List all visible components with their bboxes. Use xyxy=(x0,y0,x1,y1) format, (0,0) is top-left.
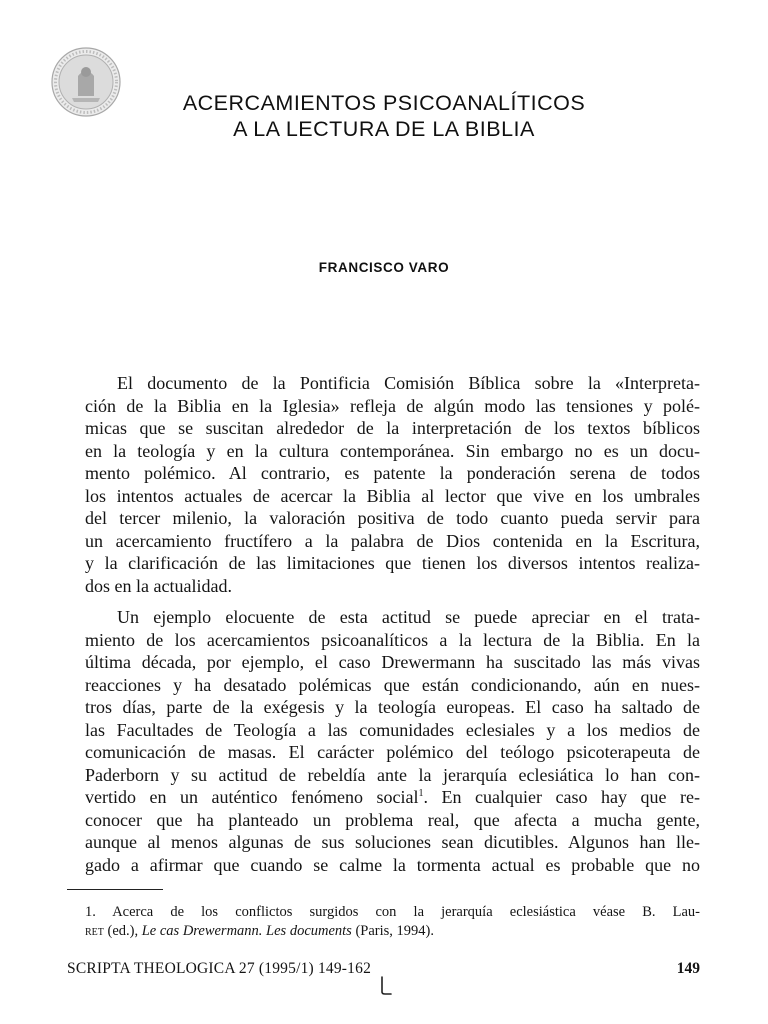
article-body xyxy=(85,372,700,885)
text-line: Un ejemplo elocuente de esta actitud se puede apreciar en el trata- xyxy=(117,607,700,627)
text-line-with-footnote xyxy=(85,786,700,809)
text-line: dos en la actualidad. xyxy=(85,575,232,596)
text-line: aunque al menos algunas de sus soluciones sean dicutibles. Algunos han lle- xyxy=(85,832,700,852)
text-line: un acercamiento fructífero a la palabra de Dios contenida en la Escritura, xyxy=(85,530,700,551)
text-line: miento de los acercamientos psicoanalíticos a la lectura de la Biblia. En la xyxy=(85,629,700,650)
text-line: en la teología y en la cultura contemporánea. Sin embargo no es un docu- xyxy=(85,440,700,461)
footnote-line-1: 1. Acerca de los conflictos surgidos con la jerarquía eclesiástica véase B. Lau- xyxy=(85,904,700,920)
text-line: las Facultades de Teología a las comunidades eclesiales y a los medios de xyxy=(85,719,700,740)
text-line: última década, por ejemplo, el caso Drewermann ha suscitado las más vivas xyxy=(85,652,700,672)
text-line: ción de la Biblia en la Iglesia» refleja de algún modo las tensiones y polé- xyxy=(85,395,700,416)
journal-citation: SCRIPTA THEOLOGICA 27 (1995/1) 149-162 xyxy=(67,960,372,977)
text-line: del tercer milenio, la valoración positiva de todo cuanto pueda servir para xyxy=(85,508,700,528)
footnote-reference[interactable]: 1 xyxy=(418,788,424,799)
text-line: comunicación de masas. El carácter polémico del teólogo psicoterapeuta de xyxy=(85,742,700,762)
text-line: reacciones y ha desatado polémicas que están condicionando, aún en nues- xyxy=(85,674,700,695)
text-line: mento polémico. Al contrario, es patente la ponderación serena de todos xyxy=(85,463,700,483)
page-number: 149 xyxy=(676,960,700,977)
text-line: tros días, parte de la exégesis y la teología europeas. El caso ha saltado de xyxy=(85,697,700,717)
text-line: los intentos actuales de acercar la Biblia al lector que vive en los umbrales xyxy=(85,485,700,506)
footnote-citation-tail: (Paris, 1994). xyxy=(351,923,435,939)
footnote-author-tail: ret xyxy=(85,923,104,939)
text-line: conocer que ha planteado un problema real, que afecta a mucha gente, xyxy=(85,809,700,830)
text-line: Paderborn y su actitud de rebeldía ante la jerarquía eclesiática lo han con- xyxy=(85,764,700,785)
text-line: micas que se suscitan alrededor de la interpretación de los textos bíblicos xyxy=(85,418,700,438)
title-line-2: A LA LECTURA DE LA BIBLIA xyxy=(233,117,535,141)
text-line: y la clarificación de las limitaciones que tienen los diversos intentos realiza- xyxy=(85,553,700,573)
footnote-cited-title: Le cas Drewermann. Les documents xyxy=(141,923,352,939)
text-line: El documento de la Pontificia Comisión Bíblica sobre la «Interpreta- xyxy=(117,373,700,393)
title-line-1: ACERCAMIENTOS PSICOANALÍTICOS xyxy=(182,91,586,115)
paragraph-2 xyxy=(85,606,700,876)
text-segment: vertido en un auténtico fenómeno social xyxy=(85,787,419,807)
footnote xyxy=(85,903,700,941)
text-segment: . En cualquier caso hay que re- xyxy=(423,787,701,807)
handwritten-mark-icon xyxy=(378,975,394,997)
text-line: gado a afirmar que cuando se calme la tormenta actual es probable que no xyxy=(85,854,700,875)
footnote-line-2 xyxy=(85,922,700,941)
author-name: FRANCISCO VARO xyxy=(318,260,450,275)
paragraph-1 xyxy=(85,372,700,597)
footnote-separator xyxy=(67,889,163,890)
article-title xyxy=(0,90,768,142)
footnote-ed: (ed.), xyxy=(103,923,142,939)
